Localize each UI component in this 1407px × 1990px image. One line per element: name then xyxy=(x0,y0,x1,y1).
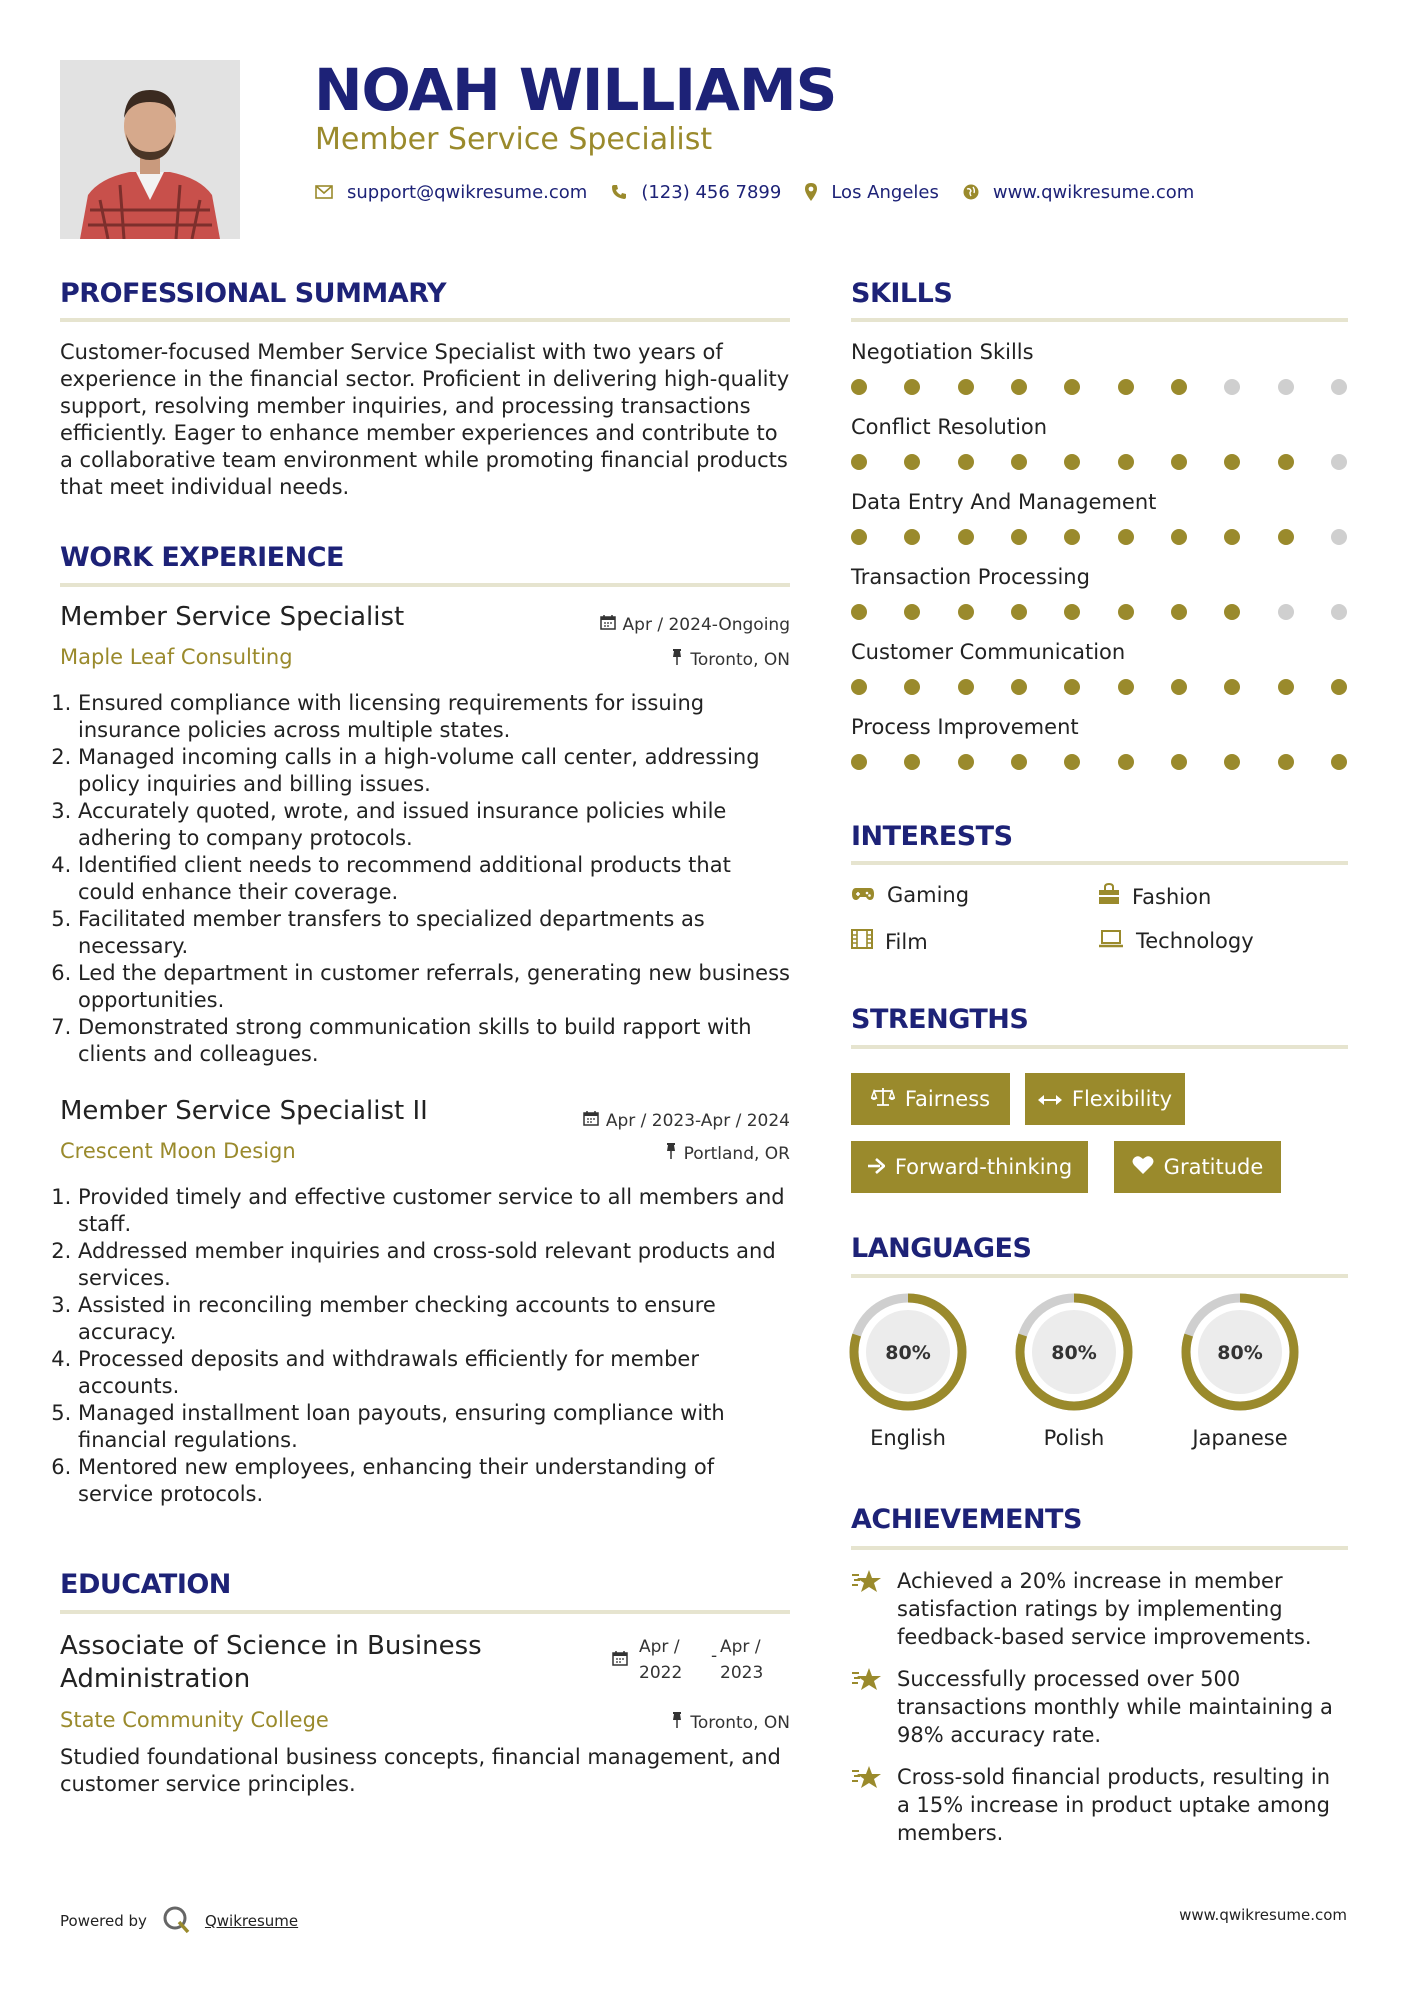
rating-dot-filled xyxy=(1224,754,1240,770)
pushpin-icon xyxy=(665,1143,677,1164)
contact-bar xyxy=(315,178,1218,206)
rating-dot-filled xyxy=(1118,454,1134,470)
rating-dot-filled xyxy=(958,454,974,470)
candidate-name: NOAH WILLIAMS xyxy=(314,56,837,124)
rating-dot-filled xyxy=(1064,529,1080,545)
job-dates xyxy=(600,614,790,635)
interest-item xyxy=(1098,929,1254,953)
calendar-icon xyxy=(583,1110,599,1131)
rating-dot-filled xyxy=(1064,604,1080,620)
interests-heading: INTERESTS xyxy=(851,821,1013,852)
language-item xyxy=(846,1290,970,1450)
arrows-icon xyxy=(1038,1087,1062,1111)
summary-divider xyxy=(60,318,790,322)
scale-icon xyxy=(871,1087,895,1112)
rating-dot-filled xyxy=(1224,604,1240,620)
summary-heading: PROFESSIONAL SUMMARY xyxy=(60,278,447,309)
rating-dot-filled xyxy=(904,454,920,470)
rating-dot-filled xyxy=(1171,529,1187,545)
job-company: Maple Leaf Consulting xyxy=(60,645,293,669)
achievement-item xyxy=(851,1763,1348,1847)
footer-url[interactable]: www.qwikresume.com xyxy=(1179,1906,1347,1924)
list-item: 4. Identified client needs to recommend additional products that could enhance their coverage. xyxy=(78,852,790,906)
rating-dot-filled xyxy=(1118,754,1134,770)
skill-name: Transaction Processing xyxy=(851,565,1090,589)
skill-rating xyxy=(851,679,1347,695)
rating-dot-filled xyxy=(1224,679,1240,695)
film-icon xyxy=(851,929,873,954)
list-item: 7. Demonstrated strong communication skills to build rapport with clients and colleagues. xyxy=(78,1014,790,1068)
rating-dot-empty xyxy=(1331,454,1347,470)
skill-row xyxy=(851,415,1348,490)
skill-rating xyxy=(851,529,1347,545)
calendar-icon xyxy=(600,614,616,635)
achievements-heading: ACHIEVEMENTS xyxy=(851,1504,1082,1535)
language-ring xyxy=(1178,1290,1302,1414)
rating-dot-filled xyxy=(904,679,920,695)
pushpin-icon xyxy=(671,1712,683,1733)
rating-dot-filled xyxy=(1118,529,1134,545)
rating-dot-filled xyxy=(1011,529,1027,545)
laptop-icon xyxy=(1098,929,1124,953)
skill-name: Process Improvement xyxy=(851,715,1079,739)
rating-dot-empty xyxy=(1331,529,1347,545)
rating-dot-empty xyxy=(1224,379,1240,395)
experience-divider xyxy=(60,583,790,587)
achievements-list xyxy=(851,1567,1348,1847)
contact-email[interactable]: support@qwikresume.com xyxy=(347,181,588,203)
rating-dot-filled xyxy=(851,679,867,695)
strength-label: Forward-thinking xyxy=(894,1155,1073,1179)
list-item: 6. Led the department in customer referrals, generating new business opportunities. xyxy=(78,960,790,1014)
contact-phone[interactable]: (123) 456 7899 xyxy=(641,181,782,203)
gamepad-icon xyxy=(851,883,875,907)
interest-item xyxy=(851,929,928,954)
person-portrait-icon xyxy=(60,60,240,239)
education-heading: EDUCATION xyxy=(60,1569,231,1600)
achievement-text: Achieved a 20% increase in member satisfaction ratings by implementing feedback-based service improvements. xyxy=(897,1569,1312,1649)
interest-label: Fashion xyxy=(1132,884,1212,909)
list-item: 5. Facilitated member transfers to specialized departments as necessary. xyxy=(78,906,790,960)
heart-icon xyxy=(1132,1155,1154,1180)
rating-dot-filled xyxy=(1171,604,1187,620)
skills-list xyxy=(851,340,1348,790)
skill-rating xyxy=(851,454,1347,470)
powered-by-label: Powered by xyxy=(60,1912,147,1930)
skill-row xyxy=(851,640,1348,715)
language-item xyxy=(1178,1290,1302,1450)
rating-dot-filled xyxy=(904,529,920,545)
rating-dot-empty xyxy=(1331,379,1347,395)
job-title: Member Service Specialist II xyxy=(60,1096,428,1126)
rating-dot-filled xyxy=(1118,604,1134,620)
languages-heading: LANGUAGES xyxy=(851,1233,1032,1264)
skills-divider xyxy=(851,318,1348,322)
job-location xyxy=(671,649,790,670)
rating-dot-filled xyxy=(904,379,920,395)
summary-text: Customer-focused Member Service Specialist with two years of experience in the financial sector. Proficient in delivering high-quality support, resolving member inquiries, and processing transactions efficiently. Eager to enhance member experiences and contribute to a collaborative team environment while promoting financial products that meet individual needs. xyxy=(60,340,790,499)
rating-dot-filled xyxy=(1171,379,1187,395)
skill-name: Conflict Resolution xyxy=(851,415,1048,439)
language-ring xyxy=(846,1290,970,1414)
rating-dot-filled xyxy=(904,754,920,770)
rating-dot-filled xyxy=(1171,454,1187,470)
achievement-text: Successfully processed over 500 transactions monthly while maintaining a 98% accuracy rate. xyxy=(897,1667,1333,1747)
education-location xyxy=(671,1712,790,1733)
job-bullets xyxy=(60,1184,790,1508)
rating-dot-filled xyxy=(1278,679,1294,695)
skill-row xyxy=(851,565,1348,640)
interest-item xyxy=(851,883,969,907)
rating-dot-empty xyxy=(1331,604,1347,620)
footer-powered xyxy=(60,1904,298,1938)
skill-rating xyxy=(851,604,1347,620)
interest-item xyxy=(1098,883,1211,910)
education-end: Apr / 2023 xyxy=(720,1637,764,1683)
candidate-role: Member Service Specialist xyxy=(315,122,713,157)
rating-dot-filled xyxy=(851,379,867,395)
language-percent: 80% xyxy=(1051,1342,1097,1364)
bag-icon xyxy=(1098,883,1120,910)
rating-dot-filled xyxy=(1118,379,1134,395)
job-location xyxy=(665,1143,790,1164)
achievements-divider xyxy=(851,1546,1348,1550)
phone-icon xyxy=(611,184,627,200)
skills-heading: SKILLS xyxy=(851,278,953,309)
list-item: 5. Managed installment loan payouts, ensuring compliance with financial regulations. xyxy=(78,1400,790,1454)
job-dates xyxy=(583,1110,790,1131)
rating-dot-filled xyxy=(1064,454,1080,470)
rating-dot-filled xyxy=(1171,754,1187,770)
rating-dot-empty xyxy=(1278,379,1294,395)
interests-divider xyxy=(851,861,1348,865)
job-entry xyxy=(60,1096,790,1508)
job-bullets xyxy=(60,690,790,1068)
rating-dot-filled xyxy=(1171,679,1187,695)
language-item xyxy=(1012,1290,1136,1450)
skill-row xyxy=(851,490,1348,565)
rating-dot-filled xyxy=(958,679,974,695)
rating-dot-filled xyxy=(1011,604,1027,620)
rating-dot-filled xyxy=(1064,679,1080,695)
rating-dot-filled xyxy=(1064,379,1080,395)
list-item: 1. Provided timely and effective customer service to all members and staff. xyxy=(78,1184,790,1238)
rating-dot-filled xyxy=(1064,754,1080,770)
rating-dot-filled xyxy=(1011,679,1027,695)
skill-name: Customer Communication xyxy=(851,640,1126,664)
rating-dot-filled xyxy=(1011,379,1027,395)
language-percent: 80% xyxy=(885,1342,931,1364)
contact-location: Los Angeles xyxy=(831,181,939,203)
rating-dot-filled xyxy=(851,604,867,620)
rating-dot-filled xyxy=(958,604,974,620)
skill-rating xyxy=(851,754,1347,770)
rating-dot-filled xyxy=(1011,454,1027,470)
rating-dot-filled xyxy=(1331,679,1347,695)
strength-tag xyxy=(851,1141,1088,1193)
language-name: English xyxy=(870,1426,946,1450)
achievement-text: Cross-sold financial products, resulting in a 15% increase in product uptake among members. xyxy=(897,1765,1331,1845)
achievement-item xyxy=(851,1665,1348,1749)
rating-dot-empty xyxy=(1278,604,1294,620)
education-divider xyxy=(60,1610,790,1614)
skill-name: Data Entry And Management xyxy=(851,490,1157,514)
strengths-heading: STRENGTHS xyxy=(851,1004,1029,1035)
strength-tag xyxy=(851,1073,1010,1125)
rating-dot-filled xyxy=(1331,754,1347,770)
globe-icon xyxy=(963,184,979,200)
list-item: 1. Ensured compliance with licensing requirements for issuing insurance policies across multiple states. xyxy=(78,690,790,744)
envelope-icon xyxy=(315,185,333,199)
interest-label: Gaming xyxy=(887,883,970,907)
date-separator: - xyxy=(711,1646,718,1666)
interest-label: Film xyxy=(885,929,928,954)
rating-dot-filled xyxy=(958,754,974,770)
job-company: Crescent Moon Design xyxy=(60,1139,296,1163)
star-trophy-icon xyxy=(851,1567,883,1651)
language-name: Polish xyxy=(1043,1426,1105,1450)
skill-row xyxy=(851,340,1348,415)
rating-dot-filled xyxy=(958,529,974,545)
rating-dot-filled xyxy=(851,529,867,545)
strength-tag xyxy=(1025,1073,1185,1125)
strength-tag xyxy=(1114,1141,1281,1193)
map-pin-icon xyxy=(805,183,817,201)
strength-label: Gratitude xyxy=(1163,1155,1264,1179)
list-item: 2. Addressed member inquiries and cross-sold relevant products and services. xyxy=(78,1238,790,1292)
job-dates-text: Apr / 2024-Ongoing xyxy=(622,614,790,635)
rating-dot-filled xyxy=(1278,454,1294,470)
achievement-item xyxy=(851,1567,1348,1651)
star-trophy-icon xyxy=(851,1763,883,1847)
pushpin-icon xyxy=(671,649,683,670)
brand-link[interactable]: Qwikresume xyxy=(204,1912,299,1930)
job-location-text: Toronto, ON xyxy=(690,649,790,670)
arrow-right-icon xyxy=(867,1155,885,1179)
rating-dot-filled xyxy=(851,454,867,470)
job-entry xyxy=(60,602,790,1068)
strength-label: Flexibility xyxy=(1071,1087,1173,1111)
education-start: Apr / 2022 xyxy=(639,1637,683,1683)
star-trophy-icon xyxy=(851,1665,883,1749)
rating-dot-filled xyxy=(851,754,867,770)
skill-row xyxy=(851,715,1348,790)
languages-list xyxy=(846,1290,1346,1460)
language-ring xyxy=(1012,1290,1136,1414)
rating-dot-filled xyxy=(1278,754,1294,770)
language-percent: 80% xyxy=(1217,1342,1263,1364)
list-item: 3. Accurately quoted, wrote, and issued insurance policies while adhering to company protocols. xyxy=(78,798,790,852)
rating-dot-filled xyxy=(1011,754,1027,770)
list-item: 4. Processed deposits and withdrawals efficiently for member accounts. xyxy=(78,1346,790,1400)
rating-dot-filled xyxy=(958,379,974,395)
interest-label: Technology xyxy=(1136,929,1254,953)
language-name: Japanese xyxy=(1192,1426,1288,1450)
strength-label: Fairness xyxy=(904,1087,991,1111)
qwikresume-logo-icon xyxy=(161,1904,191,1938)
rating-dot-filled xyxy=(1278,529,1294,545)
experience-heading: WORK EXPERIENCE xyxy=(60,542,344,573)
strengths-divider xyxy=(851,1045,1348,1049)
degree-title: Associate of Science in Business Administration xyxy=(60,1631,482,1694)
job-location-text: Portland, OR xyxy=(683,1143,790,1164)
list-item: 2. Managed incoming calls in a high-volume call center, addressing policy inquiries and billing issues. xyxy=(78,744,790,798)
education-description: Studied foundational business concepts, financial management, and customer service principles. xyxy=(60,1745,781,1796)
list-item: 3. Assisted in reconciling member checking accounts to ensure accuracy. xyxy=(78,1292,790,1346)
calendar-icon xyxy=(612,1650,628,1671)
school-name: State Community College xyxy=(60,1708,329,1732)
rating-dot-filled xyxy=(1224,454,1240,470)
rating-dot-filled xyxy=(1224,529,1240,545)
job-dates-text: Apr / 2023-Apr / 2024 xyxy=(605,1110,790,1131)
skill-name: Negotiation Skills xyxy=(851,340,1034,364)
languages-divider xyxy=(851,1274,1348,1278)
skill-rating xyxy=(851,379,1347,395)
rating-dot-filled xyxy=(904,604,920,620)
contact-website[interactable]: www.qwikresume.com xyxy=(992,181,1195,203)
education-location-text: Toronto, ON xyxy=(690,1712,790,1733)
rating-dot-filled xyxy=(1118,679,1134,695)
profile-photo xyxy=(60,60,240,239)
list-item: 6. Mentored new employees, enhancing their understanding of service protocols. xyxy=(78,1454,790,1508)
job-title: Member Service Specialist xyxy=(60,602,405,632)
